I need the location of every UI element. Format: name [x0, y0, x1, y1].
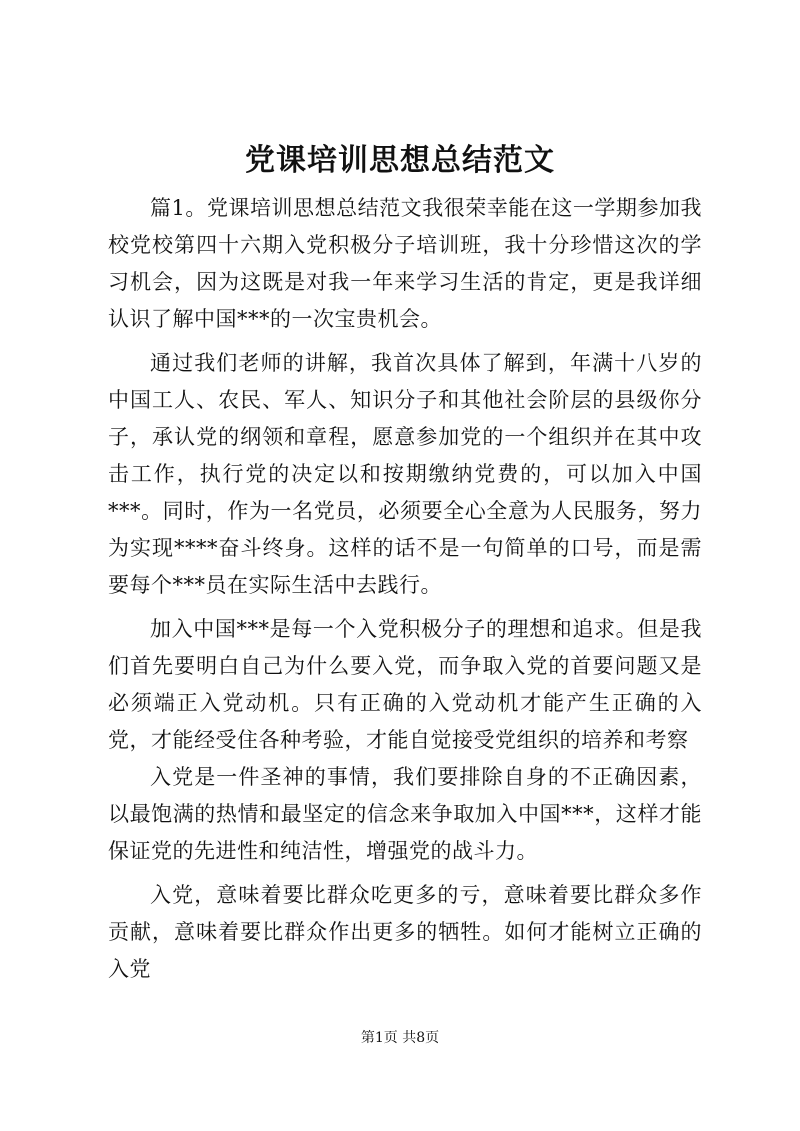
- paragraph-3: 加入中国***是每一个入党积极分子的理想和追求。但是我们首先要明白自己为什么要入党，而争取入党的首要问题又是必须端正入党动机。只有正确的入党动机才能产生正确的入党，才能经受住各种考验，才能自觉接受党组织的培养和考察: [108, 617, 702, 752]
- page-title: 党课培训思想总结范文: [245, 143, 555, 178]
- paragraph-1: 篇1。党课培训思想总结范文我很荣幸能在这一学期参加我校党校第四十六期入党积极分子培训班，我十分珍惜这次的学习机会，因为这既是对我一年来学习生活的肯定，更是我详细认识了解中国***的一次宝贵机会。: [108, 196, 702, 331]
- paragraph-5: 入党，意味着要比群众吃更多的亏，意味着要比群众多作贡献，意味着要比群众作出更多的牺牲。如何才能树立正确的入党: [108, 883, 702, 981]
- paragraph-2: 通过我们老师的讲解，我首次具体了解到，年满十八岁的中国工人、农民、军人、知识分子和其他社会阶层的县级你分子，承认党的纲领和章程，愿意参加党的一个组织并在其中攻击工作，执行党的决定以和按期缴纳党费的，可以加入中国***。同时，作为一名党员，必须要全心全意为人民服务，努力为实现****奋斗终身。这样的话不是一句简单的口号，而是需要每个***员在实际生活中去践行。: [108, 351, 702, 597]
- paragraph-4: 入党是一件圣神的事情，我们要排除自身的不正确因素，以最饱满的热情和最坚定的信念来争取加入中国***，这样才能保证党的先进性和纯洁性，增强党的战斗力。: [108, 765, 702, 863]
- document-body: [108, 190, 702, 988]
- page-number-footer: 第1页 共8页: [360, 1030, 440, 1046]
